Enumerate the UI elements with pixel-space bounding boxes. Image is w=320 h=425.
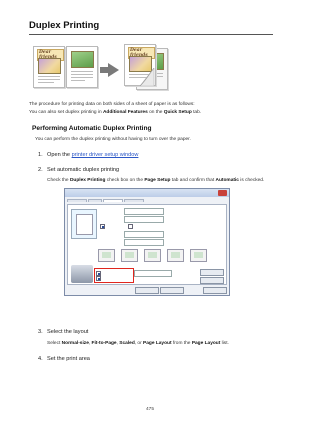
landscape-radio — [128, 224, 133, 229]
step-3-detail: Select Normal-size, Fit-to-Page, Scaled, or Page Layout from the Page Layout list. — [47, 341, 229, 346]
page-size-select — [124, 208, 164, 215]
stapling-side-select — [134, 270, 172, 277]
tab-page-setup — [103, 199, 123, 202]
dialog-footer — [65, 285, 229, 295]
page-curl-icon — [140, 68, 156, 86]
sheet-photo-green — [71, 51, 94, 68]
step-2-title: Set automatic duplex printing — [47, 167, 120, 173]
stamp-background-button — [200, 277, 224, 284]
ok-button — [135, 287, 159, 294]
dialog-title-bar — [65, 189, 229, 197]
dialog-tabs — [65, 197, 229, 202]
section-heading: Performing Automatic Duplex Printing — [32, 125, 152, 132]
step-3-title: Select the layout — [47, 329, 89, 335]
title-divider — [29, 34, 273, 35]
help-button — [203, 287, 227, 294]
tab-quick-setup — [67, 199, 87, 202]
duplex-highlight-box — [94, 268, 134, 283]
printer-icon — [71, 265, 93, 283]
step-1-number: 1. — [38, 152, 43, 158]
cancel-button — [160, 287, 184, 294]
tab-main — [88, 199, 102, 202]
step-3-number: 3. — [38, 329, 43, 335]
sheet-front-left — [33, 46, 65, 88]
arrow-right-icon — [108, 63, 119, 77]
printer-settings-dialog-screenshot — [64, 188, 230, 296]
portrait-radio — [100, 224, 105, 229]
printer-driver-setup-link[interactable]: printer driver setup window — [71, 152, 139, 158]
orientation-select — [124, 216, 164, 223]
tab-maintenance — [124, 199, 144, 202]
sheet-tag: Dear — [128, 47, 155, 59]
page-number: 475 — [145, 407, 154, 412]
intro-line-1: The procedure for printing data on both sides of a sheet of paper is as follows: — [29, 102, 195, 107]
sheet-photo — [38, 58, 61, 74]
step-4-title: Set the print area — [47, 356, 90, 362]
section-intro: You can perform the duplex printing without having to turn over the paper. — [35, 137, 191, 142]
close-icon — [218, 190, 227, 196]
intro-line-2: You can also set duplex printing in Additional Features on the Quick Setup tab. — [29, 110, 202, 115]
sheet-back-left — [66, 46, 98, 88]
step-2-number: 2. — [38, 167, 43, 173]
printer-paper-size-select — [124, 231, 164, 238]
print-preview — [71, 209, 97, 239]
dialog-panel — [67, 204, 227, 285]
page-title: Duplex Printing — [29, 20, 100, 31]
print-area-setup-button — [200, 269, 224, 276]
step-1-text: Open the printer driver setup window — [47, 152, 139, 158]
sheet-tag: Dear — [37, 49, 64, 61]
step-4-number: 4. — [38, 356, 43, 362]
page-layout-options — [98, 249, 207, 262]
page-layout-select — [124, 239, 164, 246]
step-2-detail: Check the Duplex Printing check box on the Page Setup tab and confirm that Automatic is checked. — [47, 178, 265, 183]
